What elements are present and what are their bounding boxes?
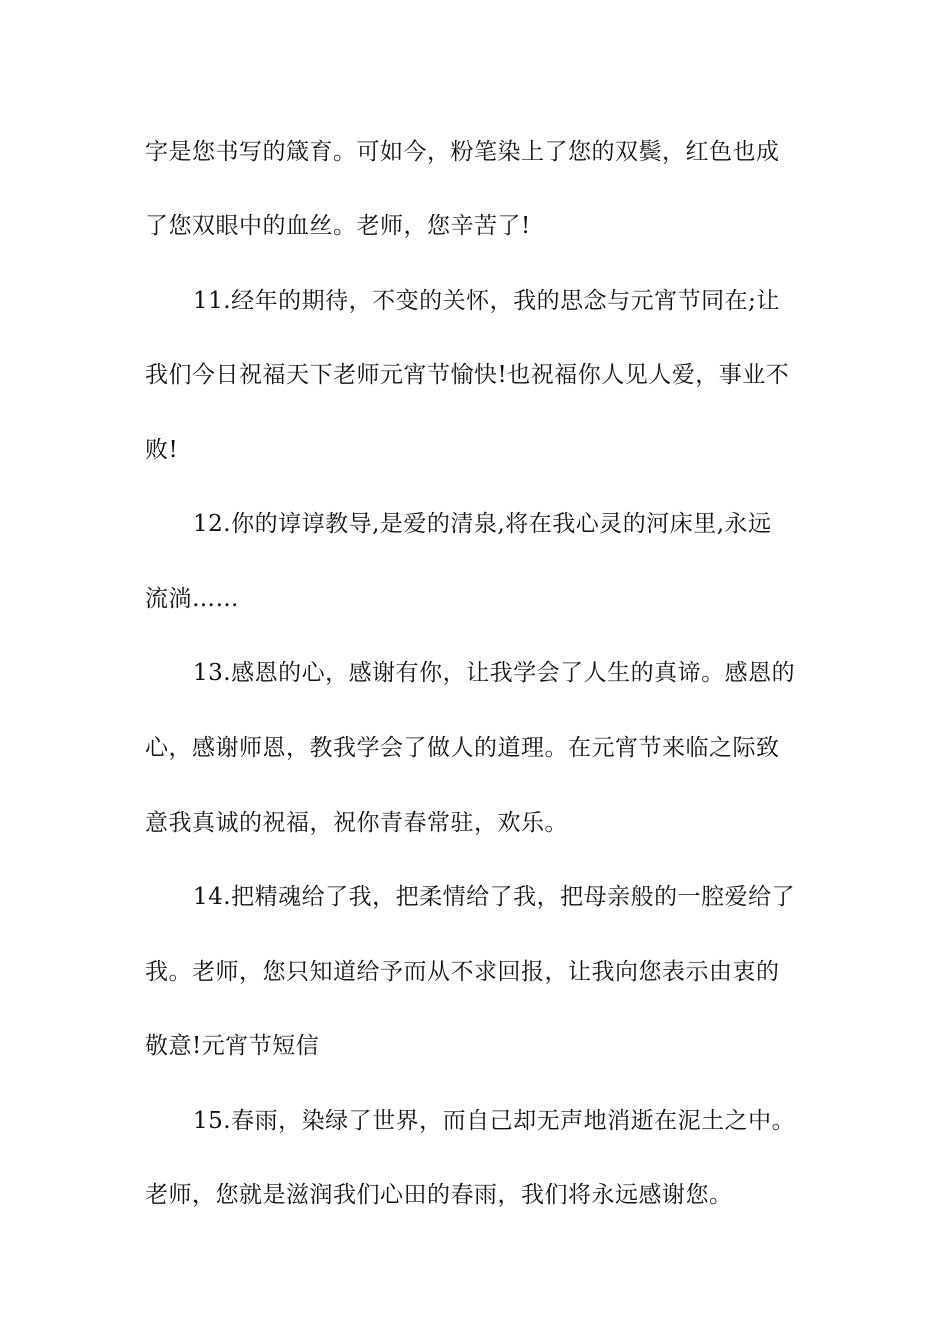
paragraph-12-line: 12.你的谆谆教导,是爱的清泉,将在我心灵的河床里,永远: [193, 511, 772, 537]
text-line: 字是您书写的箴育。可如今，粉笔染上了您的双鬓，红色也成: [145, 139, 780, 165]
paragraph-14-line: 14.把精魂给了我，把柔情给了我，把母亲般的一腔爱给了: [193, 884, 796, 910]
text-line: 流淌……: [145, 586, 239, 612]
paragraph-11-line: 11.经年的期待，不变的关怀，我的思念与元宵节同在;让: [193, 288, 780, 314]
text-line: 败!: [145, 437, 179, 463]
text-line: 敬意!元宵节短信: [145, 1033, 320, 1059]
paragraph-15-line: 15.春雨，染绿了世界，而自己却无声地消逝在泥土之中。: [193, 1108, 796, 1134]
text-line: 老师，您就是滋润我们心田的春雨，我们将永远感谢您。: [145, 1182, 733, 1208]
paragraph-13-line: 13.感恩的心，感谢有你，让我学会了人生的真谛。感恩的: [193, 660, 796, 686]
text-line: 心，感谢师恩，教我学会了做人的道理。在元宵节来临之际致: [145, 735, 780, 761]
text-line: 我。老师，您只知道给予而从不求回报，让我向您表示由衷的: [145, 959, 780, 985]
text-line: 我们今日祝福天下老师元宵节愉快!也祝福你人见人爱，事业不: [145, 362, 790, 388]
text-line: 了您双眼中的血丝。老师，您辛苦了!: [145, 213, 531, 239]
text-line: 意我真诚的祝福，祝你青春常驻，欢乐。: [145, 810, 568, 836]
